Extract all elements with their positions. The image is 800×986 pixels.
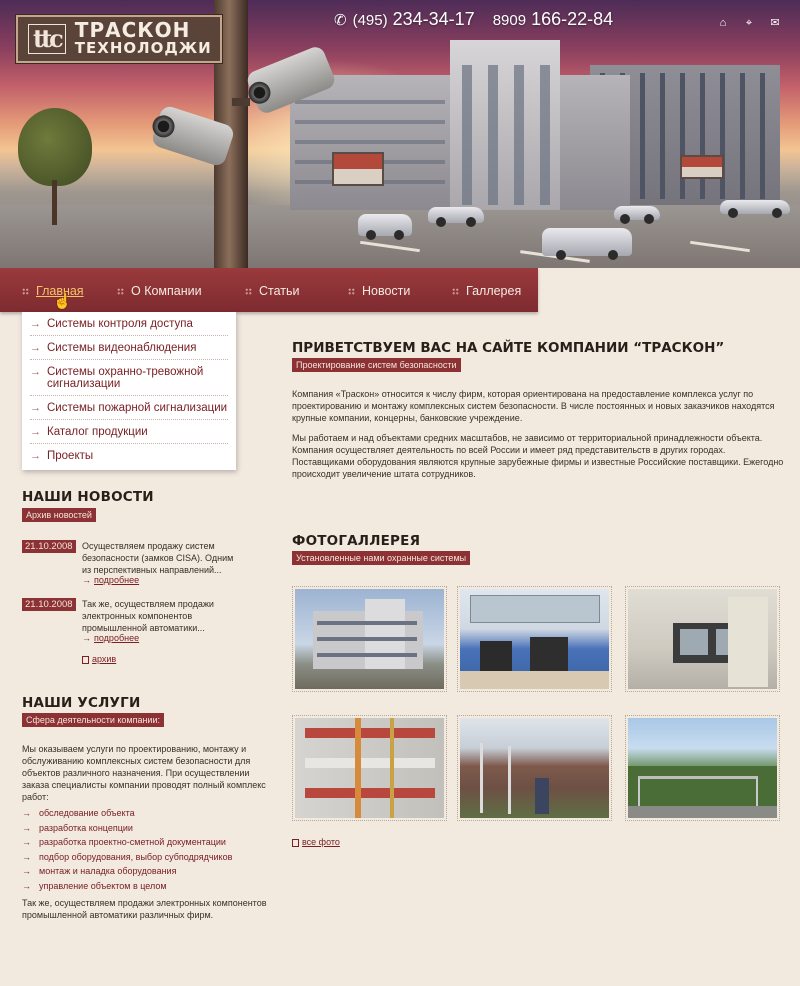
logo-subname: ТЕХНОЛОДЖИ [74, 39, 212, 57]
arrow-right-icon: → [22, 851, 31, 862]
company-logo[interactable] [16, 15, 222, 63]
services-list [22, 806, 272, 894]
news-text: Осуществляем продажу систем безопасности (замков CISA). Одним из перспективных направлений... [82, 541, 234, 575]
hand-cursor-icon: ☝ [53, 293, 72, 310]
news-date: 21.10.2008 [22, 540, 76, 553]
submenu-item-fire[interactable]: → Системы пожарной сигнализации [30, 396, 228, 420]
news-date: 21.10.2008 [22, 598, 76, 611]
gallery-photo[interactable] [292, 715, 447, 821]
gallery-badge: Установленные нами охранные системы [292, 551, 470, 565]
document-icon [292, 839, 299, 847]
news-more-link[interactable]: → подробнее [82, 575, 140, 585]
submenu-item-projects[interactable]: → Проекты [30, 450, 94, 462]
gallery-photo[interactable] [625, 586, 780, 692]
news-text: Так же, осуществляем продажи электронных компонентов промышленной автоматики... [82, 599, 214, 633]
logo-mark: ttc [28, 24, 66, 54]
tree-image [18, 108, 92, 186]
phone1-number: 234-34-17 [392, 9, 475, 29]
services-dropdown-menu [22, 312, 236, 470]
phone-icon: ✆ [334, 12, 347, 29]
news-item [22, 540, 237, 590]
all-photos-link[interactable]: все фото [292, 837, 340, 847]
phone2-number: 166-22-84 [531, 9, 614, 29]
car-image [720, 200, 790, 214]
arrow-right-icon: → [22, 866, 31, 877]
welcome-paragraph: Мы работаем и над объектами средних масштабов, не зависимо от территориальной принадлежности объекта. Компания осуществляет деятельность по всей России и имеет ряд представительств в других городах. Поставщиками оборудования являются крупные зарубежные фирмы и известные Российские поставщики. Ежегодно происходит увеличение штата сотрудников. [292, 433, 784, 479]
services-title: НАШИ УСЛУГИ [22, 695, 141, 711]
gallery-title: ФОТОГАЛЛЕРЕЯ [292, 533, 421, 549]
arrow-right-icon: → [22, 822, 31, 833]
welcome-paragraph: Компания «Траскон» относится к числу фирм, которая ориентирована на предоставление комплекса услуг по проектированию и монтажу комплексных систем безопасности. В числе постоянных и новых заказчиков находятся крупные компании, концерны, банковские учреждение. [292, 389, 775, 423]
arrow-right-icon: → [30, 366, 41, 378]
main-nav [0, 268, 538, 312]
nav-gallery[interactable]: Галлерея [452, 268, 521, 312]
car-image [542, 228, 632, 256]
billboard-image [332, 152, 384, 186]
services-intro: Мы оказываем услуги по проектированию, монтажу и обслуживанию комплексных систем безопасности для объектов различного назначения. При осуществлении заказа специалисты компании проводят полный комплекс работ: [22, 744, 266, 802]
news-more-link[interactable]: → подробнее [82, 633, 140, 643]
arrow-right-icon: → [30, 342, 41, 354]
news-title: НАШИ НОВОСТИ [22, 489, 154, 505]
welcome-title: ПРИВЕТСТВУЕМ ВАС НА САЙТЕ КОМПАНИИ “ТРАСКОН” [292, 340, 725, 356]
submenu-item-video[interactable]: → Системы видеонаблюдения [30, 336, 228, 360]
service-item[interactable]: → монтаж и наладка оборудования [22, 866, 177, 877]
arrow-right-icon: → [30, 318, 41, 330]
phone-numbers [334, 9, 631, 33]
gallery-photo[interactable] [292, 586, 447, 692]
arrow-right-icon: → [82, 575, 91, 585]
mail-icon[interactable]: ✉ [770, 17, 780, 29]
car-image [614, 206, 660, 220]
service-item[interactable]: → разработка проектно-сметной документации [22, 837, 226, 848]
nav-about[interactable]: О Компании [117, 268, 202, 312]
news-archive-badge[interactable]: Архив новостей [22, 508, 96, 522]
arrow-right-icon: → [30, 426, 41, 438]
nav-articles[interactable]: Статьи [245, 268, 300, 312]
submenu-item-access-control[interactable]: → Системы контроля доступа [30, 312, 228, 336]
gallery-photo[interactable] [457, 586, 612, 692]
arrow-right-icon: → [22, 808, 31, 818]
phone1-code: (495) [352, 12, 388, 29]
document-icon [82, 656, 89, 664]
service-item[interactable]: → обследование объекта [22, 808, 135, 818]
arrow-right-icon: → [22, 880, 31, 891]
service-item[interactable]: → управление объектом в целом [22, 880, 167, 891]
service-item[interactable]: → разработка концепции [22, 822, 133, 833]
arrow-right-icon: → [82, 633, 91, 643]
billboard-image [680, 155, 724, 179]
gallery-photo[interactable] [625, 715, 780, 821]
arrow-right-icon: → [22, 837, 31, 848]
home-icon[interactable]: ⌂ [719, 17, 727, 29]
news-archive-link[interactable]: архив [82, 654, 116, 664]
services-badge: Сфера деятельности компании: [22, 713, 164, 727]
car-image [428, 207, 484, 223]
submenu-item-alarm[interactable]: → Системы охранно-тревожной сигнализации [30, 360, 228, 396]
car-image [358, 214, 412, 236]
sitemap-icon[interactable]: ⌖ [745, 17, 753, 29]
nav-news[interactable]: Новости [348, 268, 410, 312]
gallery-photo[interactable] [457, 715, 612, 821]
news-item [22, 598, 237, 648]
services-outro: Так же, осуществляем продажи электронных компонентов промышленной автоматики различных фирм. [22, 898, 267, 920]
top-icons [716, 16, 782, 30]
header-banner [0, 0, 800, 268]
service-item[interactable]: → подбор оборудования, выбор субподрядчиков [22, 851, 233, 862]
arrow-right-icon: → [30, 450, 41, 462]
arrow-right-icon: → [30, 402, 41, 414]
logo-name: ТРАСКОН [74, 18, 191, 42]
submenu-item-catalog[interactable]: → Каталог продукции [30, 420, 228, 444]
welcome-badge: Проектирование систем безопасности [292, 358, 461, 372]
nav-home[interactable]: Главная [22, 268, 84, 312]
phone2-code: 8909 [492, 12, 527, 29]
